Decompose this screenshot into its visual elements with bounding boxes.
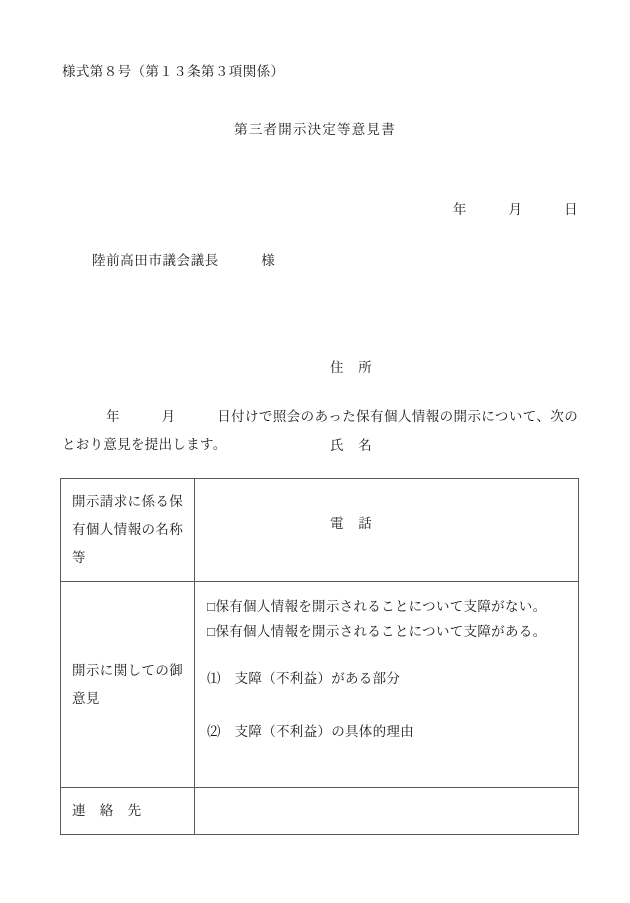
field-address: 住 所 <box>330 360 373 375</box>
checkbox-option-objection[interactable]: □保有個人情報を開示されることについて支障がある。 <box>207 624 547 639</box>
addressee: 陸前高田市議会議長 様 <box>92 253 276 268</box>
document-title: 第三者開示決定等意見書 <box>234 122 396 137</box>
form-number: 様式第８号（第１３条第３項関係） <box>62 64 285 79</box>
numbered-item-objection-part: ⑴ 支障（不利益）がある部分 <box>207 671 401 686</box>
opinion-content <box>195 582 578 754</box>
body-paragraph: 年 月 日付けで照会のあった保有個人情報の開示について、次のとおり意見を提出します。 <box>62 409 578 452</box>
table-row <box>61 479 579 582</box>
row-value-cell-opinion[interactable] <box>195 582 579 788</box>
numbered-item-objection-reason: ⑵ 支障（不利益）の具体的理由 <box>207 724 414 739</box>
field-phone: 電 話 <box>330 516 373 531</box>
row-label-text: 開示請求に係る保有個人情報の名称等 <box>72 494 184 565</box>
row-label-cell-disclosure-name <box>61 479 195 582</box>
date-line: 年 月 日 <box>452 202 578 217</box>
row-label-cell-opinion <box>61 582 195 788</box>
row-value-text <box>195 479 578 497</box>
row-label-cell-contact <box>61 788 195 835</box>
table-row <box>61 788 579 835</box>
row-label-text: 開示に関しての御意見 <box>72 662 184 706</box>
row-value-cell-contact[interactable] <box>195 788 579 835</box>
row-label-text: 連 絡 先 <box>72 803 142 818</box>
field-name: 氏 名 <box>330 438 373 453</box>
checkbox-option-no-objection[interactable]: □保有個人情報を開示されることについて支障がない。 <box>207 599 547 614</box>
opinion-form-table <box>60 478 579 835</box>
row-value-text <box>195 788 578 806</box>
row-value-cell-disclosure-name[interactable] <box>195 479 579 582</box>
row-label-wrapper <box>61 582 194 787</box>
table-row <box>61 582 579 788</box>
